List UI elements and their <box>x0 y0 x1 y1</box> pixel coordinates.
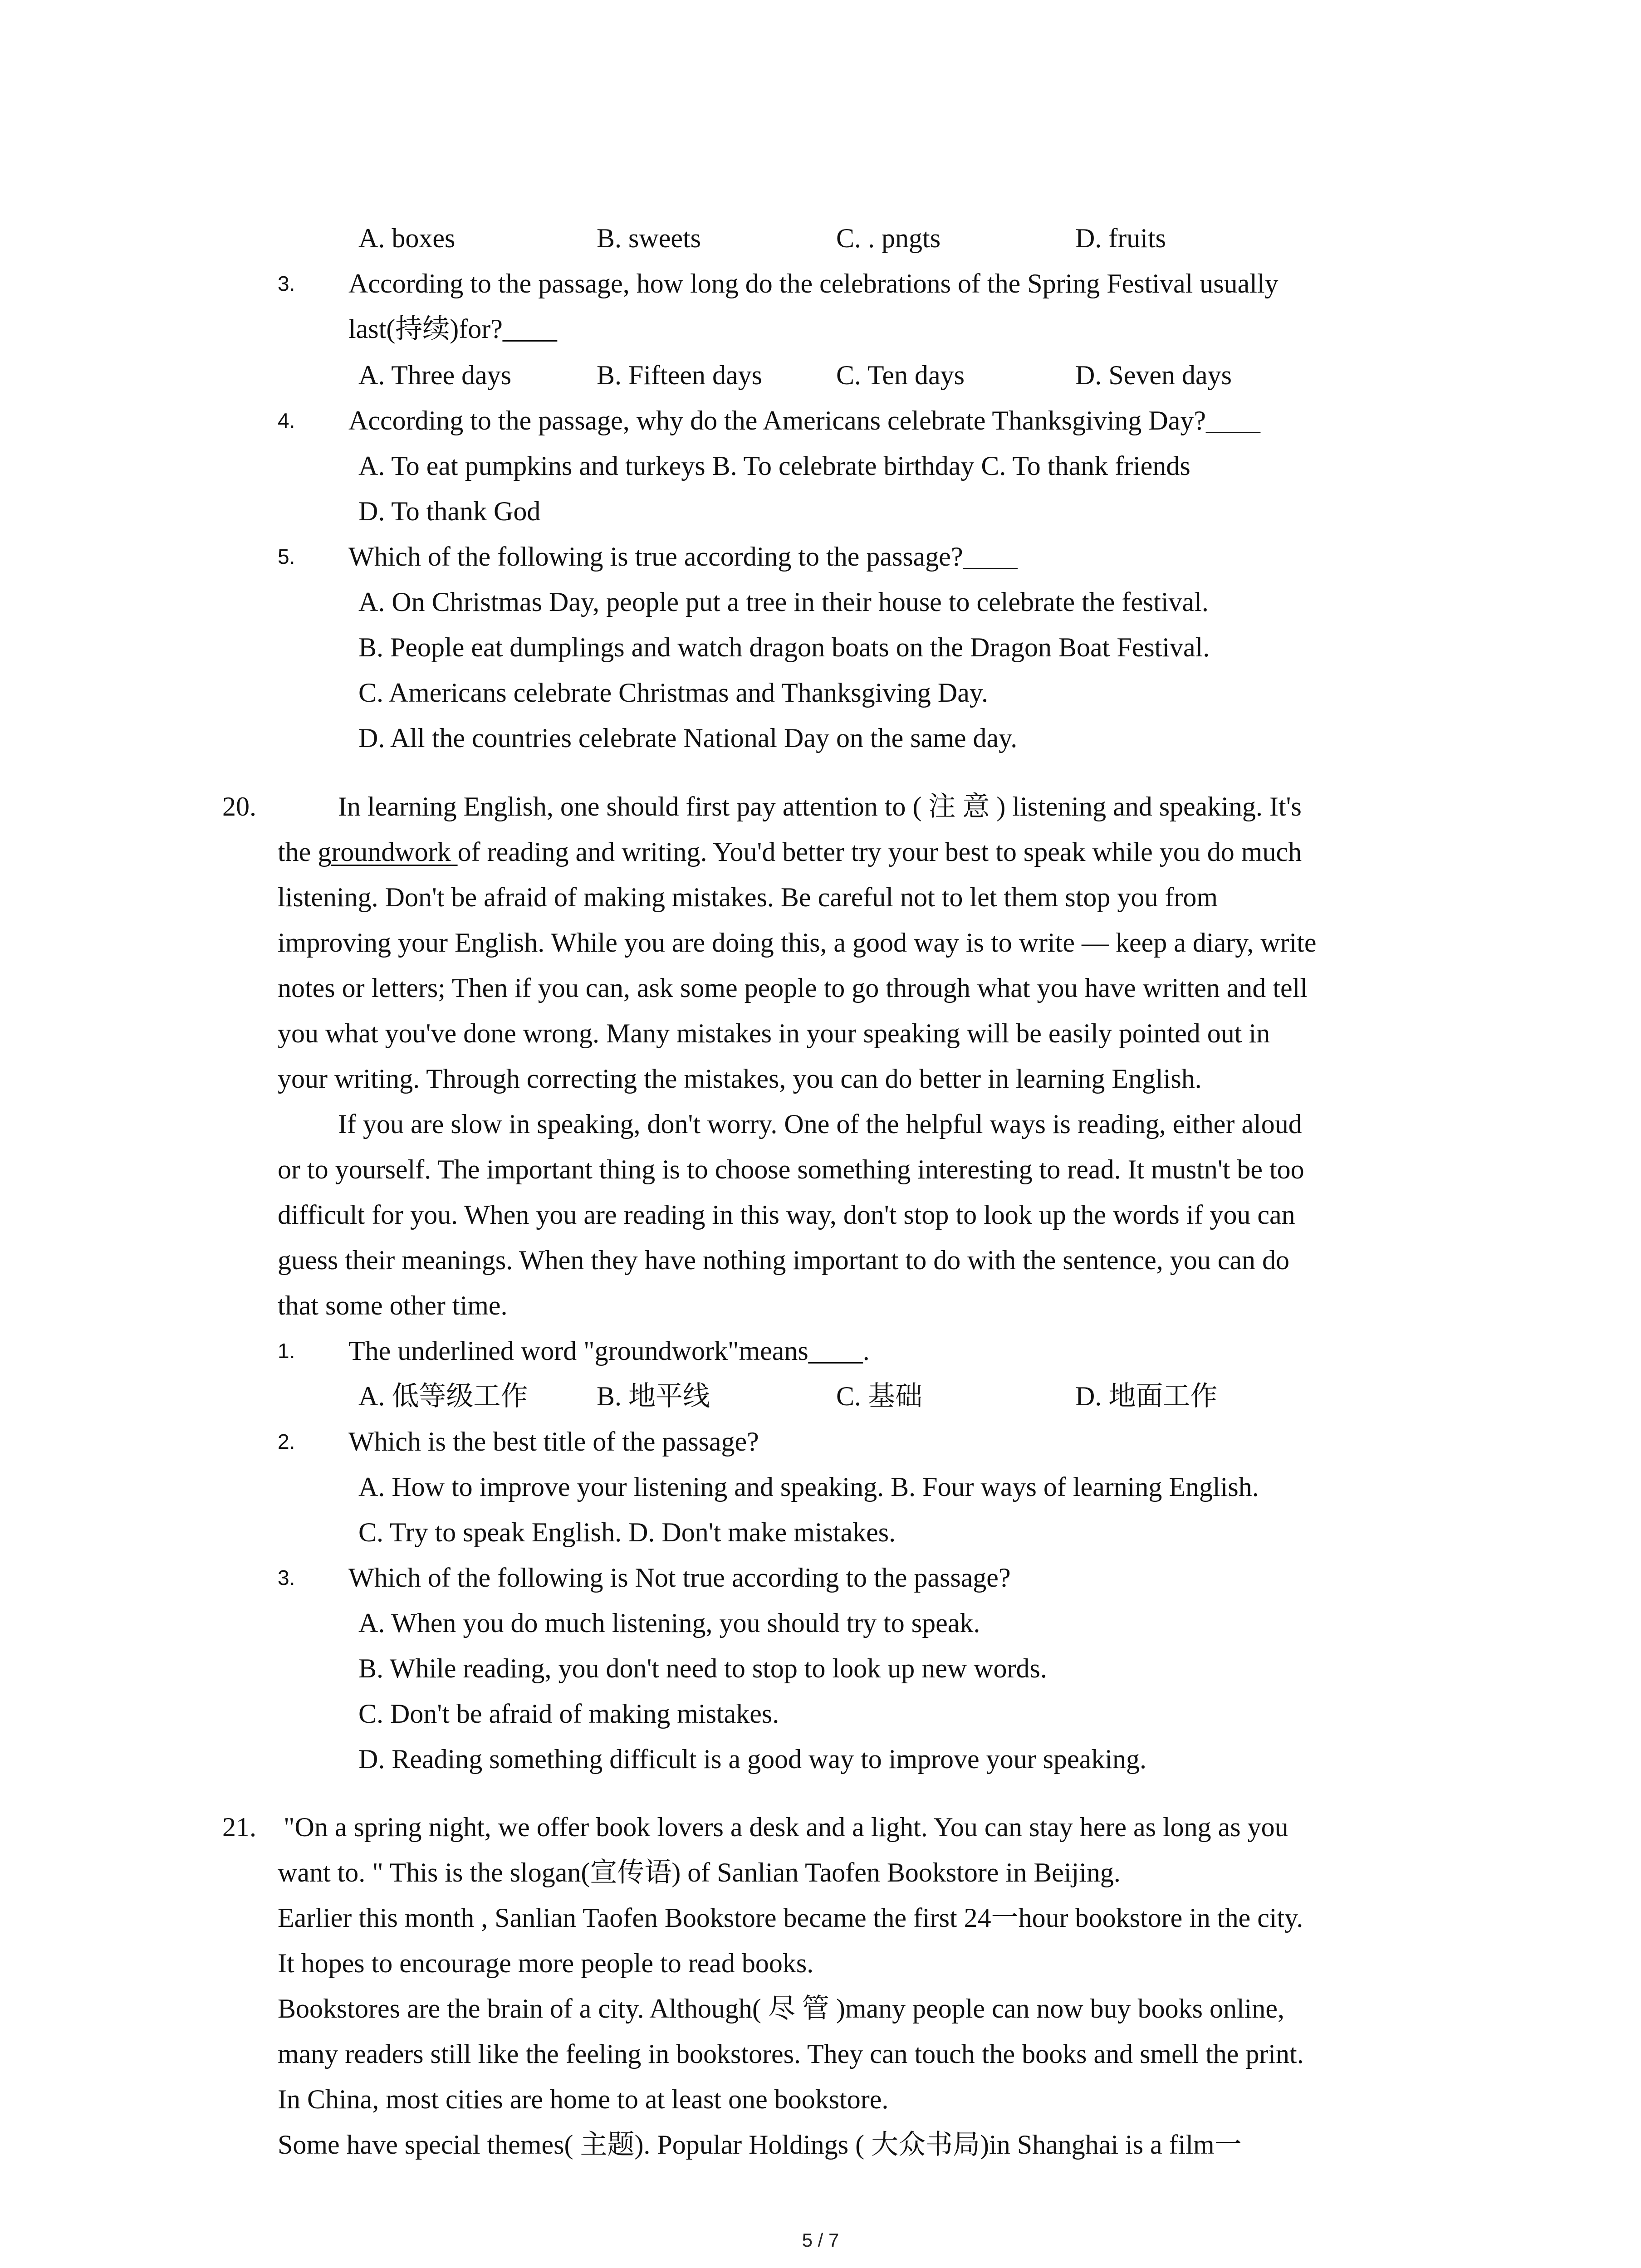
question-number: 20. <box>222 792 256 821</box>
option-d: D. fruits <box>1075 223 1166 253</box>
options-line-1: A. To eat pumpkins and turkeys B. To celebrate birthday C. To thank friends <box>358 451 1190 481</box>
option-b: B. Fifteen days <box>597 360 762 390</box>
question-number: 4. <box>278 409 295 432</box>
option-a: A. When you do much listening, you should try to speak. <box>358 1608 980 1638</box>
passage-line: If you are slow in speaking, don't worry. One of the helpful ways is reading, either aloud <box>338 1109 1302 1139</box>
passage-line: In learning English, one should first pay attention to ( 注 意 ) listening and speaking. It's <box>338 792 1302 821</box>
option-b: B. 地平线 <box>597 1381 710 1411</box>
option-d: D. 地面工作 <box>1075 1381 1218 1411</box>
passage-line: improving your English. While you are doing this, a good way is to write — keep a diary, write <box>278 928 1317 958</box>
passage-line <box>278 834 1302 870</box>
option-a: A. Three days <box>358 360 512 390</box>
option-c: C. . pngts <box>836 223 941 253</box>
passage-line: guess their meanings. When they have nothing important to do with the sentence, you can do <box>278 1245 1290 1275</box>
passage-line: you what you've done wrong. Many mistakes in your speaking will be easily pointed out in <box>278 1018 1270 1048</box>
passage-line: Some have special themes( 主题). Popular Holdings ( 大众书局)in Shanghai is a film一 <box>278 2130 1242 2160</box>
question-stem: Which of the following is Not true according to the passage? <box>348 1563 1011 1593</box>
option-c: C. 基础 <box>836 1381 923 1411</box>
passage-line: difficult for you. When you are reading in this way, don't stop to look up the words if you can <box>278 1200 1295 1230</box>
question-number: 21. <box>222 1812 256 1842</box>
question-number: 2. <box>278 1430 295 1453</box>
passage-line: many readers still like the feeling in bookstores. They can touch the books and smell the print. <box>278 2039 1304 2069</box>
passage-line: want to. " This is the slogan(宣传语) of Sanlian Taofen Bookstore in Beijing. <box>278 1857 1121 1887</box>
underlined-word-groundwork: groundwork <box>318 837 458 867</box>
question-number: 1. <box>278 1339 295 1363</box>
question-stem: According to the passage, why do the Americans celebrate Thanksgiving Day?____ <box>348 406 1260 435</box>
question-number: 3. <box>278 1566 295 1589</box>
options-line-2: D. To thank God <box>358 496 541 526</box>
option-d: D. Reading something difficult is a good way to improve your speaking. <box>358 1744 1146 1774</box>
option-a: A. 低等级工作 <box>358 1381 528 1411</box>
question-stem: According to the passage, how long do the celebrations of the Spring Festival usually <box>348 269 1279 298</box>
passage-line: or to yourself. The important thing is to choose something interesting to read. It mustn't be too <box>278 1154 1304 1184</box>
passage-line: your writing. Through correcting the mistakes, you can do better in learning English. <box>278 1064 1202 1094</box>
option-c: C. Don't be afraid of making mistakes. <box>358 1699 779 1729</box>
question-stem: Which of the following is true according to the passage?____ <box>348 542 1018 572</box>
passage-text: the <box>278 837 318 867</box>
question-stem: Which is the best title of the passage? <box>348 1427 759 1457</box>
option-c: C. Americans celebrate Christmas and Thanksgiving Day. <box>358 678 988 708</box>
option-d: D. All the countries celebrate National Day on the same day. <box>358 723 1018 753</box>
option-d: D. Seven days <box>1075 360 1232 390</box>
passage-line: "On a spring night, we offer book lovers a desk and a light. You can stay here as long as you <box>284 1812 1288 1842</box>
passage-text: of reading and writing. You'd better try your best to speak while you do much <box>457 837 1302 867</box>
passage-line: that some other time. <box>278 1290 508 1320</box>
option-c: C. Ten days <box>836 360 965 390</box>
question-stem-cont: last(持续)for?____ <box>348 314 557 344</box>
option-b: B. sweets <box>597 223 701 253</box>
question-number: 5. <box>278 545 295 568</box>
passage-line: Earlier this month , Sanlian Taofen Bookstore became the first 24一hour bookstore in the city. <box>278 1903 1303 1933</box>
options-line-1: A. How to improve your listening and speaking. B. Four ways of learning English. <box>358 1472 1259 1502</box>
passage-line: Bookstores are the brain of a city. Although( 尽 管 )many people can now buy books online, <box>278 1994 1284 2024</box>
question-number: 3. <box>278 272 295 295</box>
passage-line: listening. Don't be afraid of making mistakes. Be careful not to let them stop you from <box>278 882 1218 912</box>
option-a: A. On Christmas Day, people put a tree in their house to celebrate the festival. <box>358 587 1209 617</box>
passage-line: In China, most cities are home to at least one bookstore. <box>278 2084 889 2114</box>
option-b: B. People eat dumplings and watch dragon boats on the Dragon Boat Festival. <box>358 632 1210 662</box>
option-a: A. boxes <box>358 223 456 253</box>
passage-line: notes or letters; Then if you can, ask some people to go through what you have written and tell <box>278 973 1308 1003</box>
page-number: 5 / 7 <box>802 2229 839 2251</box>
options-line-2: C. Try to speak English. D. Don't make mistakes. <box>358 1517 896 1547</box>
option-b: B. While reading, you don't need to stop to look up new words. <box>358 1653 1047 1683</box>
passage-line: It hopes to encourage more people to read books. <box>278 1948 814 1978</box>
question-stem: The underlined word "groundwork"means____. <box>348 1336 870 1366</box>
